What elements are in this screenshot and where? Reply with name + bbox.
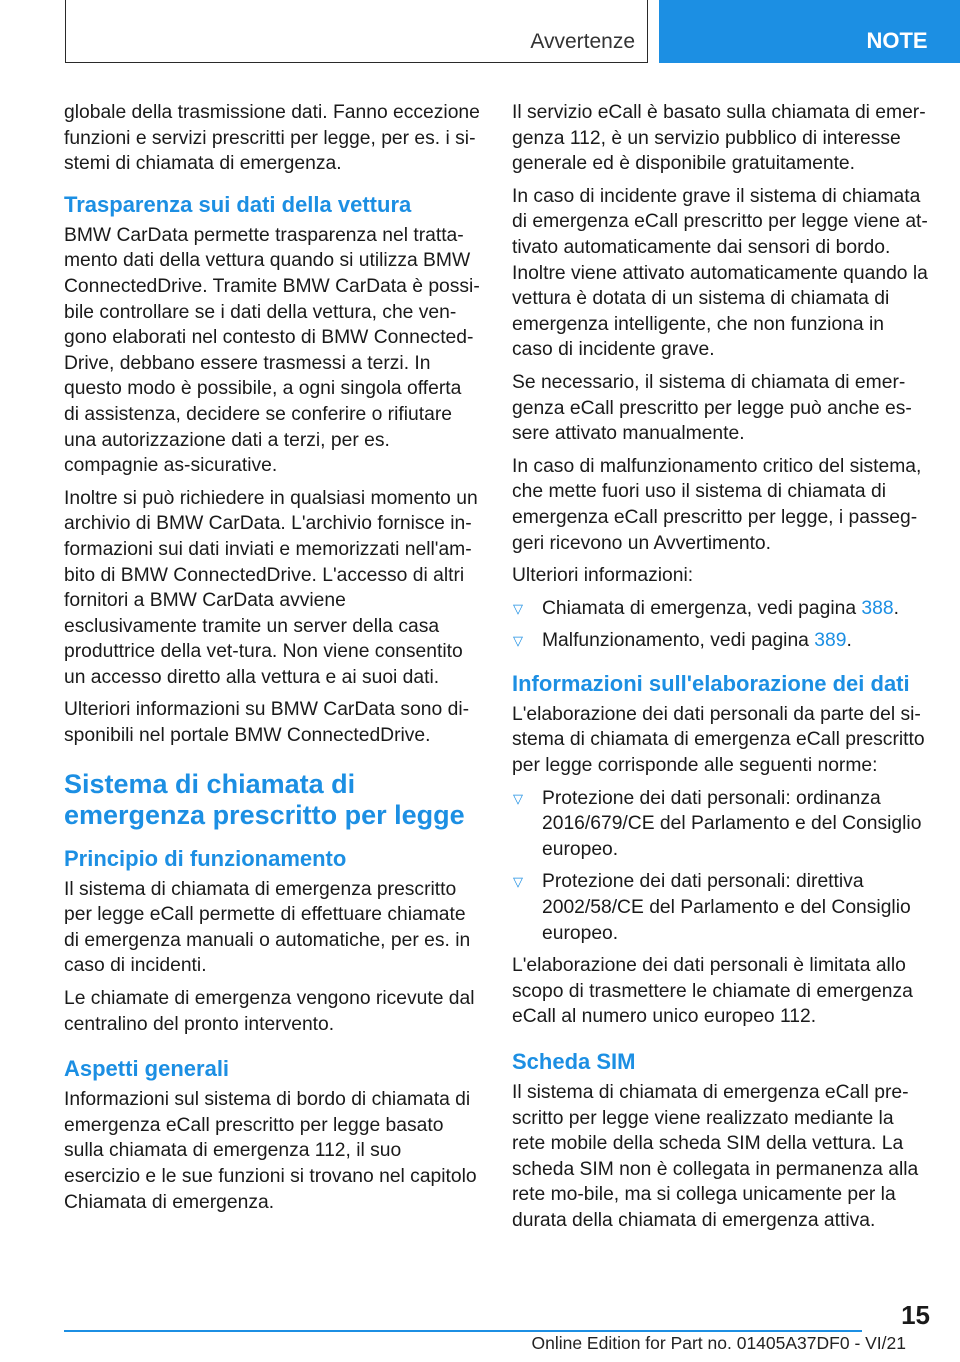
right-column [512,100,928,1241]
paragraph: Le chiamate di emergenza vengono ricevute dal centralino del pronto intervento. [64,988,475,1035]
page-number: 15 [901,1300,930,1330]
heading-aspetti: Aspetti generali [64,1056,230,1082]
tab-note[interactable]: NOTE [659,0,960,63]
paragraph: Il sistema di chiamata di emergenza prescritto per legge eCall permette di effettuare chiamate di emergenza manuali o automatiche, per es. in caso di incidenti. [64,878,471,977]
paragraph: Informazioni sul sistema di bordo di chiamata di emergenza eCall prescritto per legge basato sulla chiamata di emergenza 112, il suo esercizio e le sue funzioni si trovano nel capitolo Chiamata di emergenza. [64,1089,477,1213]
list-item-text: Protezione dei dati personali: direttiva 2002/58/CE del Parlamento e del Consiglio europeo. [542,871,911,944]
heading-trasparenza: Trasparenza sui dati della vettura [64,191,412,217]
heading-principio: Principio di funzionamento [64,845,347,871]
heading-elaborazione: Informazioni sull'elaborazione dei dati [512,670,910,696]
list-item [512,628,928,654]
paragraph: Inoltre si può richiedere in qualsiasi momento un archivio di BMW CarData. L'archivio fornisce in-formazioni sui dati inviati e memorizzati nell'am-bito di BMW ConnectedDrive. L'accesso di altri fornitori a BMW CarData avviene esclusivamente tramite un server della casa produttrice della vet-tura. Non viene consentito un accesso diretto alla vettura e ai suoi dati. [64,487,478,688]
section-title: Avvertenze [530,30,635,53]
list-item-tail: . [893,597,899,619]
paragraph: Ulteriori informazioni: [512,565,694,587]
footer-divider [64,1330,862,1332]
paragraph: Se necessario, il sistema di chiamata di emer-genza eCall prescritto per legge può anche es-sere attivato manualmente. [512,371,912,445]
list-item [512,786,928,863]
page-link[interactable]: 389 [814,630,847,652]
paragraph: L'elaborazione dei dati personali da parte del si-stema di chiamata di emergenza eCall prescritto per legge corrisponde alle seguenti norme: [512,703,925,777]
list-item-tail: . [846,630,852,652]
paragraph: In caso di incidente grave il sistema di chiamata di emergenza eCall prescritto per legge viene at-tivato automaticamente dai sensori di bordo. Inoltre viene attivato automaticamente quando la vettura è dotata di un sistema di chiamata di emergenza intelligente, che non funziona in caso di incidente grave. [512,185,928,361]
list-item [512,869,928,946]
paragraph: Il sistema di chiamata di emergenza eCall pre-scritto per legge viene realizzato mediante la rete mobile della scheda SIM della vettura. La scheda SIM non è collegata in permanenza alla rete mo-bile, ma si collega unicamente per la durata della chiamata di emergenza attiva. [512,1082,919,1231]
list-item-text: Chiamata di emergenza, vedi pagina [542,597,862,619]
list-item [512,596,928,622]
page-link[interactable]: 388 [861,597,894,619]
list-item-text: Malfunzionamento, vedi pagina [542,630,815,652]
triangle-down-outline-icon: ▽ [513,874,523,890]
list-item-text: Protezione dei dati personali: ordinanza 2016/679/CE del Parlamento e del Consiglio europeo. [542,787,922,860]
footer-edition: Online Edition for Part no. 01405A37DF0 - VI/21 [531,1333,906,1353]
paragraph: Ulteriori informazioni su BMW CarData sono di-sponibili nel portale BMW ConnectedDrive. [64,699,470,747]
paragraph: BMW CarData permette trasparenza nel tratta-mento dati della vettura quando si utilizza BMW ConnectedDrive. Tramite BMW CarData è possi-bile controllare se i dati della vettura, che ven-gono elaborati nel contesto di BMW Connected-Drive, debbano essere trasmessi a terzi. In questo modo è possibile, a ogni singola offerta di assistenza, decidere se conferire o rifiutare una autorizzazione dati a terzi, per es. compagnie as-sicurative. [64,224,480,477]
paragraph: Il servizio eCall è basato sulla chiamata di emer-genza 112, è un servizio pubblico di interesse generale ed è disponibile gratuitamente. [512,102,926,175]
paragraph: In caso di malfunzionamento critico del sistema, che mette fuori uso il sistema di chiamata di emergenza eCall prescritto per legge, i passeg-geri ricevono un Avvertimento. [512,455,922,554]
triangle-down-outline-icon: ▽ [513,600,523,616]
paragraph: globale della trasmissione dati. Fanno eccezione funzioni e servizi prescritti per legge, per es. i si-stemi di chiamata di emergenza. [64,102,480,175]
triangle-down-outline-icon: ▽ [513,633,523,649]
heading-sistema-chiamata: Sistema di chiamata di emergenza prescritto per legge [64,768,465,830]
heading-scheda-sim: Scheda SIM [512,1049,636,1074]
triangle-down-outline-icon: ▽ [513,790,523,806]
paragraph: L'elaborazione dei dati personali è limitata allo scopo di trasmettere le chiamate di emergenza eCall al numero unico europeo 112. [512,955,913,1028]
left-column [64,100,480,1222]
